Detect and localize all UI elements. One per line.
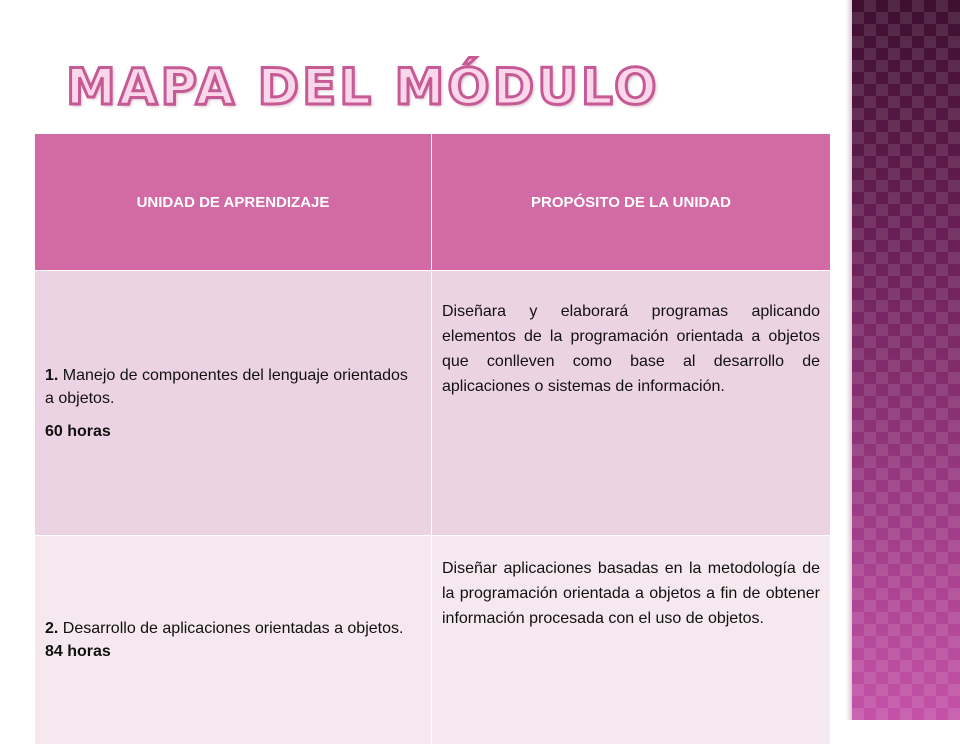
unit-name: Manejo de componentes del lenguaje orientados a objetos. — [45, 366, 408, 407]
unit-cell — [35, 271, 432, 536]
purpose-cell: Diseñar aplicaciones basadas en la metodología de la programación orientada a objetos a fin de obtener información procesada con el uso de objetos. — [432, 536, 831, 745]
purpose-cell: Diseñara y elaborará programas aplicando elementos de la programación orientada a objetos que conlleven como base al desarrollo de aplicaciones o sistemas de información. — [432, 271, 831, 536]
slide-title: MAPA DEL MÓDULO — [66, 58, 660, 116]
unit-hours: 60 horas — [45, 422, 111, 440]
module-map-table — [34, 133, 831, 745]
decorative-side-panel — [852, 0, 960, 720]
table-row — [35, 271, 831, 536]
header-unit-purpose: PROPÓSITO DE LA UNIDAD — [432, 134, 831, 271]
table-header-row — [35, 134, 831, 271]
unit-name: Desarrollo de aplicaciones orientadas a objetos. — [62, 620, 404, 637]
unit-hours: 84 horas — [45, 643, 111, 660]
header-learning-unit: UNIDAD DE APRENDIZAJE — [35, 134, 432, 271]
unit-cell — [35, 536, 432, 745]
unit-number: 1. — [45, 366, 59, 384]
unit-number: 2. — [45, 620, 59, 637]
table-row — [35, 536, 831, 745]
